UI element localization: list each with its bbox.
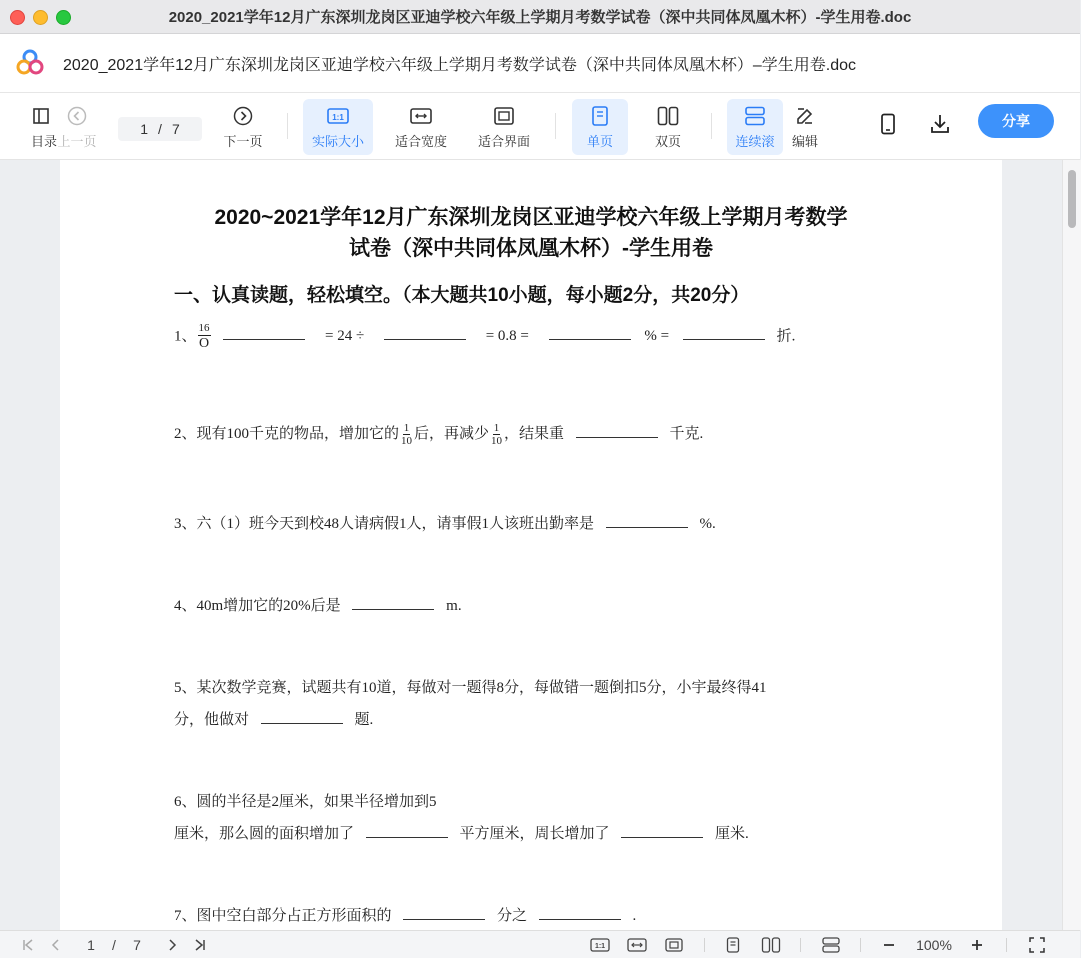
toc-label: 目录 bbox=[31, 134, 58, 149]
double-page-icon bbox=[657, 103, 679, 129]
toolbar-divider bbox=[711, 113, 712, 139]
q2-blank[interactable] bbox=[576, 423, 658, 438]
q3-blank[interactable] bbox=[606, 513, 688, 528]
fit-page-icon bbox=[493, 103, 515, 129]
first-page-icon[interactable] bbox=[18, 931, 38, 958]
chevron-left-circle-icon bbox=[67, 103, 87, 129]
q5-blank[interactable] bbox=[261, 709, 343, 724]
q2-frac2-num: 1 bbox=[493, 422, 500, 435]
heading-line-2: 试卷（深中共同体凤凰木杯）-学生用卷 bbox=[349, 237, 713, 260]
zoom-in-icon[interactable] bbox=[968, 931, 986, 958]
actual-size-icon[interactable] bbox=[589, 931, 611, 958]
next-page-label: 下一页 bbox=[223, 134, 263, 149]
toolbar bbox=[0, 93, 1080, 160]
question-1 bbox=[174, 322, 795, 352]
svg-text:1:1: 1:1 bbox=[332, 113, 344, 122]
double-page-icon[interactable] bbox=[760, 931, 782, 958]
fit-width-icon bbox=[410, 103, 432, 129]
toolbar-divider bbox=[287, 113, 288, 139]
question-6-line-1: 6、圆的半径是2厘米，如果半径增加到5 bbox=[174, 794, 437, 810]
q5-line2-prefix: 分，他做对 bbox=[174, 712, 250, 728]
sidebar-icon bbox=[32, 103, 50, 129]
q4-text: 4、40m增加它的20%后是 bbox=[174, 598, 341, 614]
document-heading bbox=[160, 202, 902, 264]
share-button[interactable]: 分享 bbox=[978, 104, 1054, 138]
status-bar bbox=[0, 930, 1080, 958]
question-7 bbox=[174, 904, 636, 925]
q2-prefix: 2、现有100千克的物品，增加它的 bbox=[174, 426, 400, 442]
page-number-input[interactable] bbox=[118, 117, 202, 141]
download-icon[interactable] bbox=[925, 109, 955, 139]
status-current-page[interactable]: 1 bbox=[87, 936, 95, 953]
q2-fraction-2 bbox=[490, 422, 503, 447]
q7-blank-2[interactable] bbox=[539, 905, 621, 920]
status-divider bbox=[1006, 938, 1007, 952]
q1-blank-2[interactable] bbox=[384, 325, 466, 340]
zoom-window-button[interactable] bbox=[56, 10, 71, 25]
q6-line2-suffix: 厘米. bbox=[715, 826, 749, 842]
fit-width-icon[interactable] bbox=[626, 931, 648, 958]
q2-frac2-den: 10 bbox=[491, 435, 503, 448]
q1-part-2: = 0.8 = bbox=[485, 328, 529, 345]
status-divider bbox=[860, 938, 861, 952]
status-divider bbox=[800, 938, 801, 952]
fit-page-icon[interactable] bbox=[663, 931, 685, 958]
actual-size-button[interactable] bbox=[303, 99, 373, 155]
q5-line2-suffix: 题. bbox=[354, 712, 374, 728]
question-4 bbox=[174, 594, 462, 615]
edit-pencil-icon bbox=[795, 103, 815, 129]
page-separator: / bbox=[158, 121, 162, 137]
window-titlebar bbox=[0, 0, 1080, 34]
single-page-icon[interactable] bbox=[724, 931, 742, 958]
minimize-window-button[interactable] bbox=[33, 10, 48, 25]
q1-fraction bbox=[198, 322, 211, 352]
q7-prefix: 7、图中空白部分占正方形面积的 bbox=[174, 908, 392, 924]
last-page-icon[interactable] bbox=[190, 931, 210, 958]
fit-width-label: 适合宽度 bbox=[394, 134, 447, 149]
q3-suffix: %. bbox=[699, 516, 716, 532]
zoom-level: 100% bbox=[916, 936, 952, 953]
question-5-line-2 bbox=[174, 708, 373, 729]
q4-suffix: m. bbox=[446, 598, 462, 614]
status-total-pages: 7 bbox=[133, 936, 141, 953]
q1-blank-4[interactable] bbox=[683, 325, 765, 340]
q7-blank-1[interactable] bbox=[403, 905, 485, 920]
edit-label: 编辑 bbox=[791, 134, 818, 149]
document-viewer[interactable] bbox=[0, 160, 1080, 930]
q2-mid: 后，再减少 bbox=[414, 426, 490, 442]
status-page-separator: / bbox=[112, 936, 116, 953]
actual-size-icon bbox=[327, 103, 349, 129]
single-page-label: 单页 bbox=[586, 134, 613, 149]
app-logo-icon bbox=[15, 48, 45, 78]
app-header bbox=[0, 34, 1080, 93]
q4-blank[interactable] bbox=[352, 595, 434, 610]
heading-line-1: 2020~2021学年12月广东深圳龙岗区亚迪学校六年级上学期月考数学 bbox=[214, 206, 848, 229]
double-page-label: 双页 bbox=[654, 134, 681, 149]
window-title: 2020_2021学年12月广东深圳龙岗区亚迪学校六年级上学期月考数学试卷（深中共同体凤凰木杯）-学生用卷.doc bbox=[168, 9, 912, 26]
q6-blank-2[interactable] bbox=[621, 823, 703, 838]
q1-part-4: 折. bbox=[776, 328, 796, 345]
q3-text: 3、六（1）班今天到校48人请病假1人，请事假1人该班出勤率是 bbox=[174, 516, 595, 532]
q1-blank-3[interactable] bbox=[549, 325, 631, 340]
zoom-out-icon[interactable] bbox=[880, 931, 898, 958]
q2-fraction-1 bbox=[400, 422, 413, 447]
q7-mid: 分之 bbox=[497, 908, 528, 924]
q1-frac-num: 16 bbox=[198, 322, 210, 334]
single-page-button[interactable] bbox=[572, 99, 628, 155]
q1-blank-1[interactable] bbox=[223, 325, 305, 340]
question-3 bbox=[174, 512, 716, 533]
total-pages: 7 bbox=[171, 121, 180, 137]
q7-suffix: . bbox=[632, 908, 637, 924]
question-6-line-2 bbox=[174, 822, 749, 843]
toolbar-divider bbox=[555, 113, 556, 139]
status-divider bbox=[704, 938, 705, 952]
q1-frac-den: O bbox=[198, 336, 210, 351]
continuous-scroll-icon[interactable] bbox=[820, 931, 842, 958]
double-page-button[interactable] bbox=[642, 99, 694, 155]
continuous-scroll-label: 连续滚 bbox=[735, 134, 775, 149]
toc-button[interactable] bbox=[26, 99, 56, 155]
mobile-icon[interactable] bbox=[873, 109, 903, 139]
vertical-scrollbar[interactable] bbox=[1062, 160, 1081, 930]
next-page-icon[interactable] bbox=[162, 931, 182, 958]
fit-page-label: 适合界面 bbox=[477, 134, 530, 149]
fit-width-button[interactable] bbox=[388, 99, 454, 155]
window-controls bbox=[10, 10, 71, 25]
q1-prefix: 1、 bbox=[174, 328, 197, 345]
continuous-scroll-icon bbox=[744, 103, 766, 129]
q6-line2-prefix: 厘米，那么圆的面积增加了 bbox=[174, 826, 355, 842]
continuous-scroll-button[interactable] bbox=[727, 99, 783, 155]
q2-mid-2: ，结果重 bbox=[504, 426, 565, 442]
q1-part-1: = 24 ÷ bbox=[325, 328, 365, 345]
q6-line2-mid: 平方厘米，周长增加了 bbox=[459, 826, 610, 842]
prev-page-button[interactable] bbox=[54, 99, 100, 155]
edit-button[interactable] bbox=[784, 99, 826, 155]
question-5-line-1: 5、某次数学竞赛，试题共有10道，每做对一题得8分，每做错一题倒扣5分，小宇最终得41 bbox=[174, 680, 767, 696]
q2-frac1-num: 1 bbox=[403, 422, 410, 435]
chevron-right-circle-icon bbox=[233, 103, 253, 129]
q6-blank-1[interactable] bbox=[366, 823, 448, 838]
question-2 bbox=[174, 422, 703, 447]
close-window-button[interactable] bbox=[10, 10, 25, 25]
prev-page-label: 上一页 bbox=[57, 134, 97, 149]
svg-text:1:1: 1:1 bbox=[594, 942, 606, 950]
document-title: 2020_2021学年12月广东深圳龙岗区亚迪学校六年级上学期月考数学试卷（深中共同体凤凰木杯）–学生用卷.doc bbox=[63, 56, 857, 74]
actual-size-label: 实际大小 bbox=[311, 134, 364, 149]
current-page: 1 bbox=[140, 121, 149, 137]
fullscreen-icon[interactable] bbox=[1026, 931, 1048, 958]
q2-frac1-den: 10 bbox=[401, 435, 413, 448]
q1-part-3: % = bbox=[644, 328, 670, 345]
fit-page-button[interactable] bbox=[471, 99, 537, 155]
single-page-icon bbox=[591, 103, 609, 129]
scrollbar-thumb[interactable] bbox=[1068, 170, 1076, 228]
document-page bbox=[60, 160, 1002, 930]
prev-page-icon[interactable] bbox=[46, 931, 66, 958]
section-heading: 一、认真读题，轻松填空。（本大题共10小题，每小题2分，共20分） bbox=[174, 285, 750, 306]
q2-suffix: 千克. bbox=[669, 426, 704, 442]
next-page-button[interactable] bbox=[220, 99, 266, 155]
